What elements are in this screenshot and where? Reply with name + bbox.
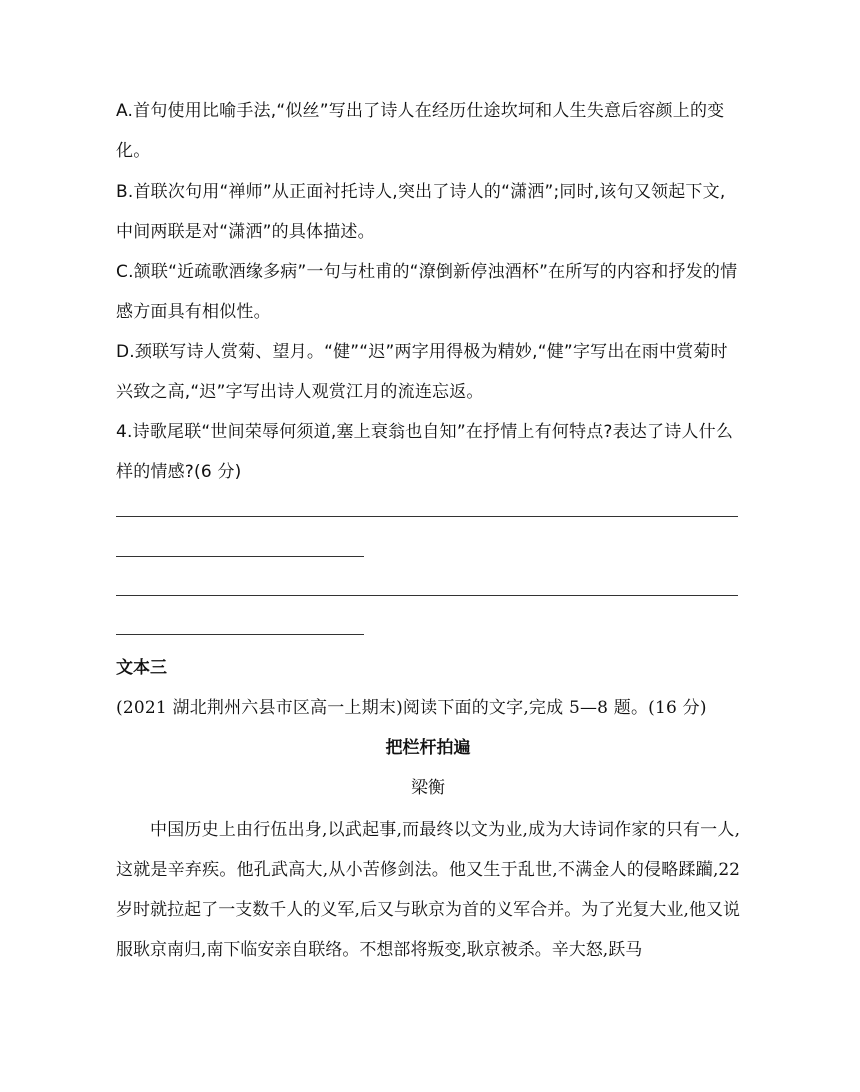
answer-line-1[interactable] — [116, 516, 738, 517]
question-4: 4.诗歌尾联“世间荣辱何须道,塞上衰翁也自知”在抒情上有何特点?表达了诗人什么样的情感?(6 分) — [116, 422, 734, 482]
article-paragraph: 中国历史上由行伍出身,以武起事,而最终以文为业,成为大诗词作家的只有一人,这就是辛弃疾。他孔武高大,从小苦修剑法。他又生于乱世,不满金人的侵略蹂躏,22 岁时就拉起了一支数千人的义军,后又与耿京为首的义军合并。为了光复大业,他又说服耿京南归,南下临安亲自联络。不想部将叛变,耿京被杀。辛大怒,跃马 — [116, 820, 740, 960]
article-author: 梁衡 — [411, 778, 445, 798]
option-d: D.颈联写诗人赏菊、望月。“健”“迟”两字用得极为精妙,“健”字写出在雨中赏菊时兴致之高,“迟”字写出诗人观赏江月的流连忘返。 — [116, 342, 728, 402]
option-b: B.首联次句用“禅师”从正面衬托诗人,突出了诗人的“潇洒”;同时,该句又领起下文,中间两联是对“潇洒”的具体描述。 — [116, 182, 726, 242]
answer-line-4[interactable] — [116, 634, 364, 635]
answer-line-2[interactable] — [116, 556, 364, 557]
option-a: A.首句使用比喻手法,“似丝”写出了诗人在经历仕途坎坷和人生失意后容颜上的变化。 — [116, 101, 725, 161]
section-instruction: (2021 湖北荆州六县市区高一上期末)阅读下面的文字,完成 5—8 题。(16 分) — [116, 698, 707, 718]
section-heading: 文本三 — [116, 658, 167, 678]
article-title: 把栏杆拍遍 — [385, 738, 471, 758]
answer-line-3[interactable] — [116, 595, 738, 596]
option-c: C.颔联“近疏歌酒缘多病”一句与杜甫的“潦倒新停浊酒杯”在所写的内容和抒发的情感方面具有相似性。 — [116, 262, 738, 322]
